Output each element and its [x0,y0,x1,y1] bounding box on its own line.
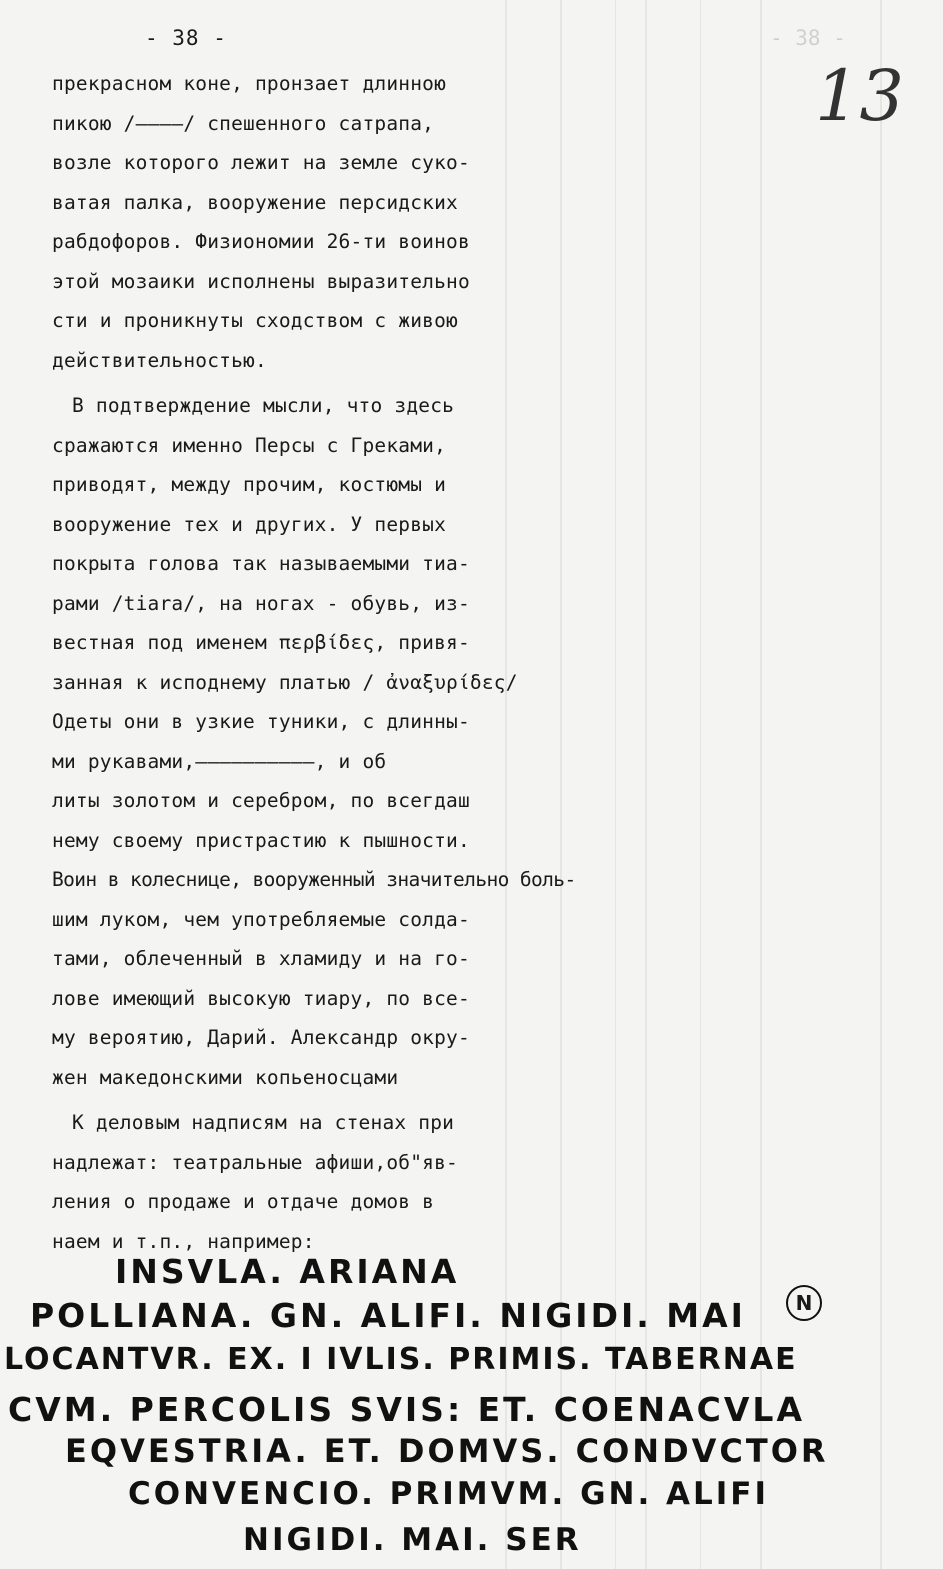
inscription-line: EQVESTRIA. ET. DOMVS. CONDVCTOR [65,1432,829,1470]
typed-line: рами /tiara/, на ногах - обувь, из- [52,591,470,615]
inscription-line: CONVENCIO. PRIMVM. GN. ALIFI [128,1476,770,1512]
typed-line: ления о продаже и отдаче домов в [52,1190,435,1213]
typed-line: лове имеющий высокую тиару, по все- [52,986,470,1010]
ghost-page-number: - 38 - [770,26,846,50]
typed-body [52,64,576,1261]
typed-line: К деловым надписям на стенах при [72,1111,455,1134]
typed-line: В подтверждение мысли, что здесь [72,394,455,417]
typed-line: сти и проникнуты сходством с живою [52,309,458,332]
typed-line: приводят, между прочим, костюмы и [52,473,447,496]
typed-line: возле которого лежит на земле суко- [52,151,470,174]
folio-mark: 13 [815,55,905,137]
typed-line: сражаются именно Персы с Греками, [52,433,447,457]
bleed-through-text [505,60,935,1320]
typed-line: ми рукавами,——————————, и об [52,749,387,773]
typed-line: тами, облеченный в хламиду и на го- [52,947,470,970]
typed-line: му вероятию, Дарий. Александр окру- [52,1026,470,1049]
inscription-line: INSVLA. ARIANA [115,1252,460,1291]
typed-line: Одеты они в узкие туники, с длинны- [52,710,470,733]
typed-line: прекрасном коне, пронзает длинною [52,72,447,95]
typed-line: действительностью. [52,348,267,372]
inscription-line: NIGIDI. MAI. SER [243,1522,582,1558]
inscription-line: POLLIANA. GN. ALIFI. NIGIDI. MAI [30,1296,746,1335]
typed-line: Воин в колеснице, вооруженный значительно боль- [52,868,576,891]
typed-line: нему своему пристрастию к пышности. [52,828,470,852]
typed-line: вооружение тех и других. У первых [52,512,447,536]
inscription-line: LOCANTVR. EX. I IVLIS. PRIMIS. TABERNAE [4,1342,798,1377]
typed-line: покрыта голова так называемыми тиа- [52,552,470,575]
typed-line: рабдофоров. Физиономии 26-ти воинов [52,230,470,253]
inscription-line: CVM. PERCOLIS SVIS: ET. COENACVLA [8,1390,805,1429]
typed-line: занная к исподнему платью / ἀναξυρίδες/ [52,670,518,694]
typed-line: наем и т.п., например: [52,1229,315,1253]
typed-line: этой мозаики исполнены выразительно [52,269,470,293]
circled-n-mark: N [786,1285,822,1321]
typed-line: жен македонскими копьеносцами [52,1065,399,1089]
typed-line: надлежат: театральные афиши,об"яв- [52,1150,458,1174]
typed-line: литы золотом и серебром, по всегдаш [52,789,470,812]
typed-line: пикою /————/ спешенного сатрапа, [52,111,435,135]
typed-line: шим луком, чем употребляемые солда- [52,907,470,931]
typed-line: вестная под именем περβίδες, привя- [52,631,470,654]
typed-line: ватая палка, вооружение персидских [52,190,458,214]
page-number: - 38 - [145,26,227,50]
